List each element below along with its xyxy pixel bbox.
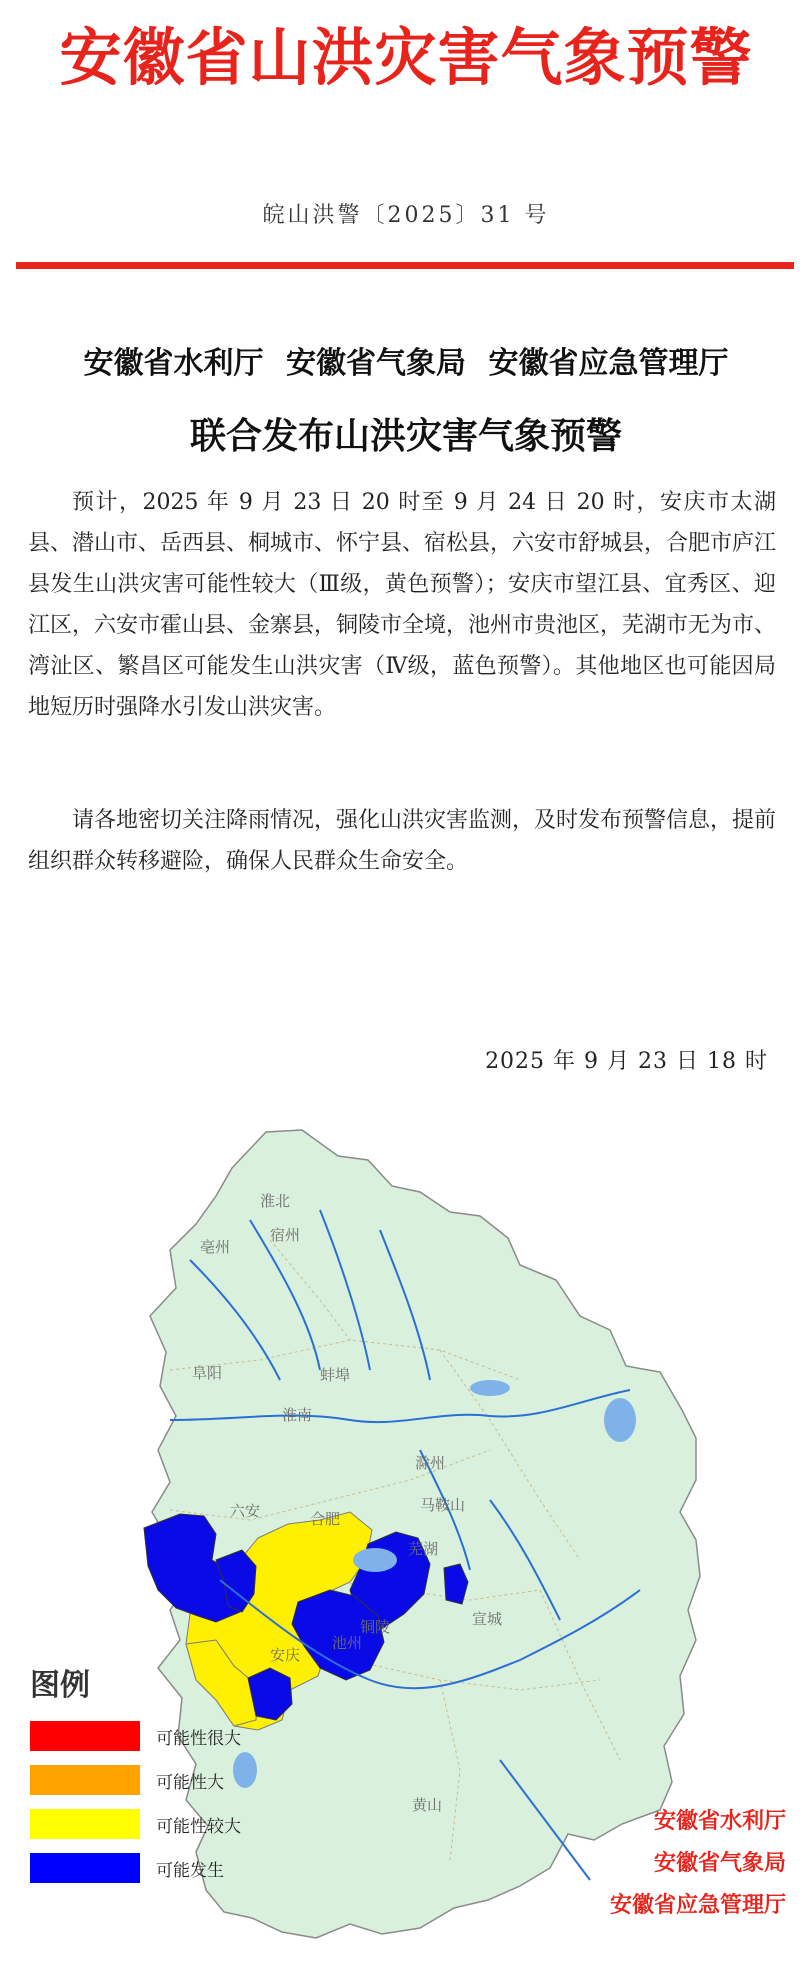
- red-divider: [16, 262, 794, 269]
- city-label-anqing: 安庆: [270, 1646, 301, 1664]
- city-label-suzhou: 宿州: [270, 1226, 301, 1244]
- legend-label: 可能性很大: [156, 1728, 241, 1749]
- masthead-title: 安徽省山洪灾害气象预警: [59, 21, 753, 94]
- agency-emergency: 安徽省应急管理厅: [488, 346, 729, 381]
- legend-item: [30, 1714, 270, 1758]
- legend-item: [30, 1758, 270, 1802]
- city-label-maanshan: 马鞍山: [420, 1496, 466, 1514]
- map-issuer-meteorology: 安徽省气象局: [653, 1850, 786, 1876]
- map-issuer-water: 安徽省水利厅: [653, 1808, 786, 1834]
- city-label-huainan: 淮南: [282, 1406, 313, 1424]
- city-label-chuzhou: 滁州: [415, 1454, 446, 1472]
- document-number: 皖山洪警〔2025〕31 号: [262, 203, 550, 228]
- agency-water-resources: 安徽省水利厅: [83, 346, 264, 381]
- city-label-hefei: 合肥: [310, 1510, 341, 1528]
- legend-swatch-very-likely: [30, 1721, 140, 1751]
- map-issuers: [610, 1800, 786, 1926]
- agency-meteorology: 安徽省气象局: [286, 346, 466, 381]
- city-label-liuan: 六安: [230, 1502, 261, 1520]
- legend-swatch-possible: [30, 1853, 140, 1883]
- legend-label: 可能发生: [156, 1860, 224, 1881]
- legend-swatch-fairly-likely: [30, 1809, 140, 1839]
- legend-label: 可能性较大: [156, 1816, 241, 1837]
- legend-swatch-likely: [30, 1765, 140, 1795]
- city-label-bozhou: 亳州: [200, 1238, 231, 1256]
- city-label-wuhu: 芜湖: [408, 1540, 439, 1558]
- map-legend: [30, 1660, 270, 1890]
- warning-map: [20, 1120, 790, 1970]
- warning-subtitle: 联合发布山洪灾害气象预警: [189, 416, 622, 457]
- city-label-chizhou: 池州: [332, 1634, 363, 1652]
- map-issuer-emergency: 安徽省应急管理厅: [609, 1892, 786, 1918]
- city-label-bengbu: 蚌埠: [320, 1366, 351, 1384]
- legend-item: [30, 1802, 270, 1846]
- legend-item: [30, 1846, 270, 1890]
- city-label-huangshan: 黄山: [412, 1796, 443, 1814]
- city-label-huaibei: 淮北: [260, 1192, 291, 1210]
- city-label-tongling: 铜陵: [360, 1618, 391, 1636]
- city-label-xuancheng: 宣城: [472, 1610, 503, 1628]
- legend-title: 图例: [30, 1668, 90, 1703]
- city-label-fuyang: 阜阳: [192, 1364, 223, 1382]
- advisory-paragraph: 请各地密切关注降雨情况，强化山洪灾害监测，及时发布预警信息，提前组织群众转移避险，确保人民群众生命安全。: [28, 808, 777, 874]
- issuing-agencies: [0, 338, 812, 382]
- legend-label: 可能性大: [156, 1772, 224, 1793]
- forecast-paragraph: 预计，2025 年 9 月 23 日 20 时至 9 月 24 日 20 时，安庆市太湖县、潜山市、岳西县、桐城市、怀宁县、宿松县，六安市舒城县，合肥市庐江县发生山洪灾害可能性较大（Ⅲ级，黄色预警）；安庆市望江县、宜秀区、迎江区，六安市霍山县、金寨县，铜陵市全境，池州市贵池区，芜湖市无为市、湾沚区、繁昌区可能发生山洪灾害（Ⅳ级，蓝色预警）。其他地区也可能因局地短历时强降水引发山洪灾害。: [28, 490, 777, 720]
- issue-time: 2025 年 9 月 23 日 18 时: [485, 1049, 768, 1074]
